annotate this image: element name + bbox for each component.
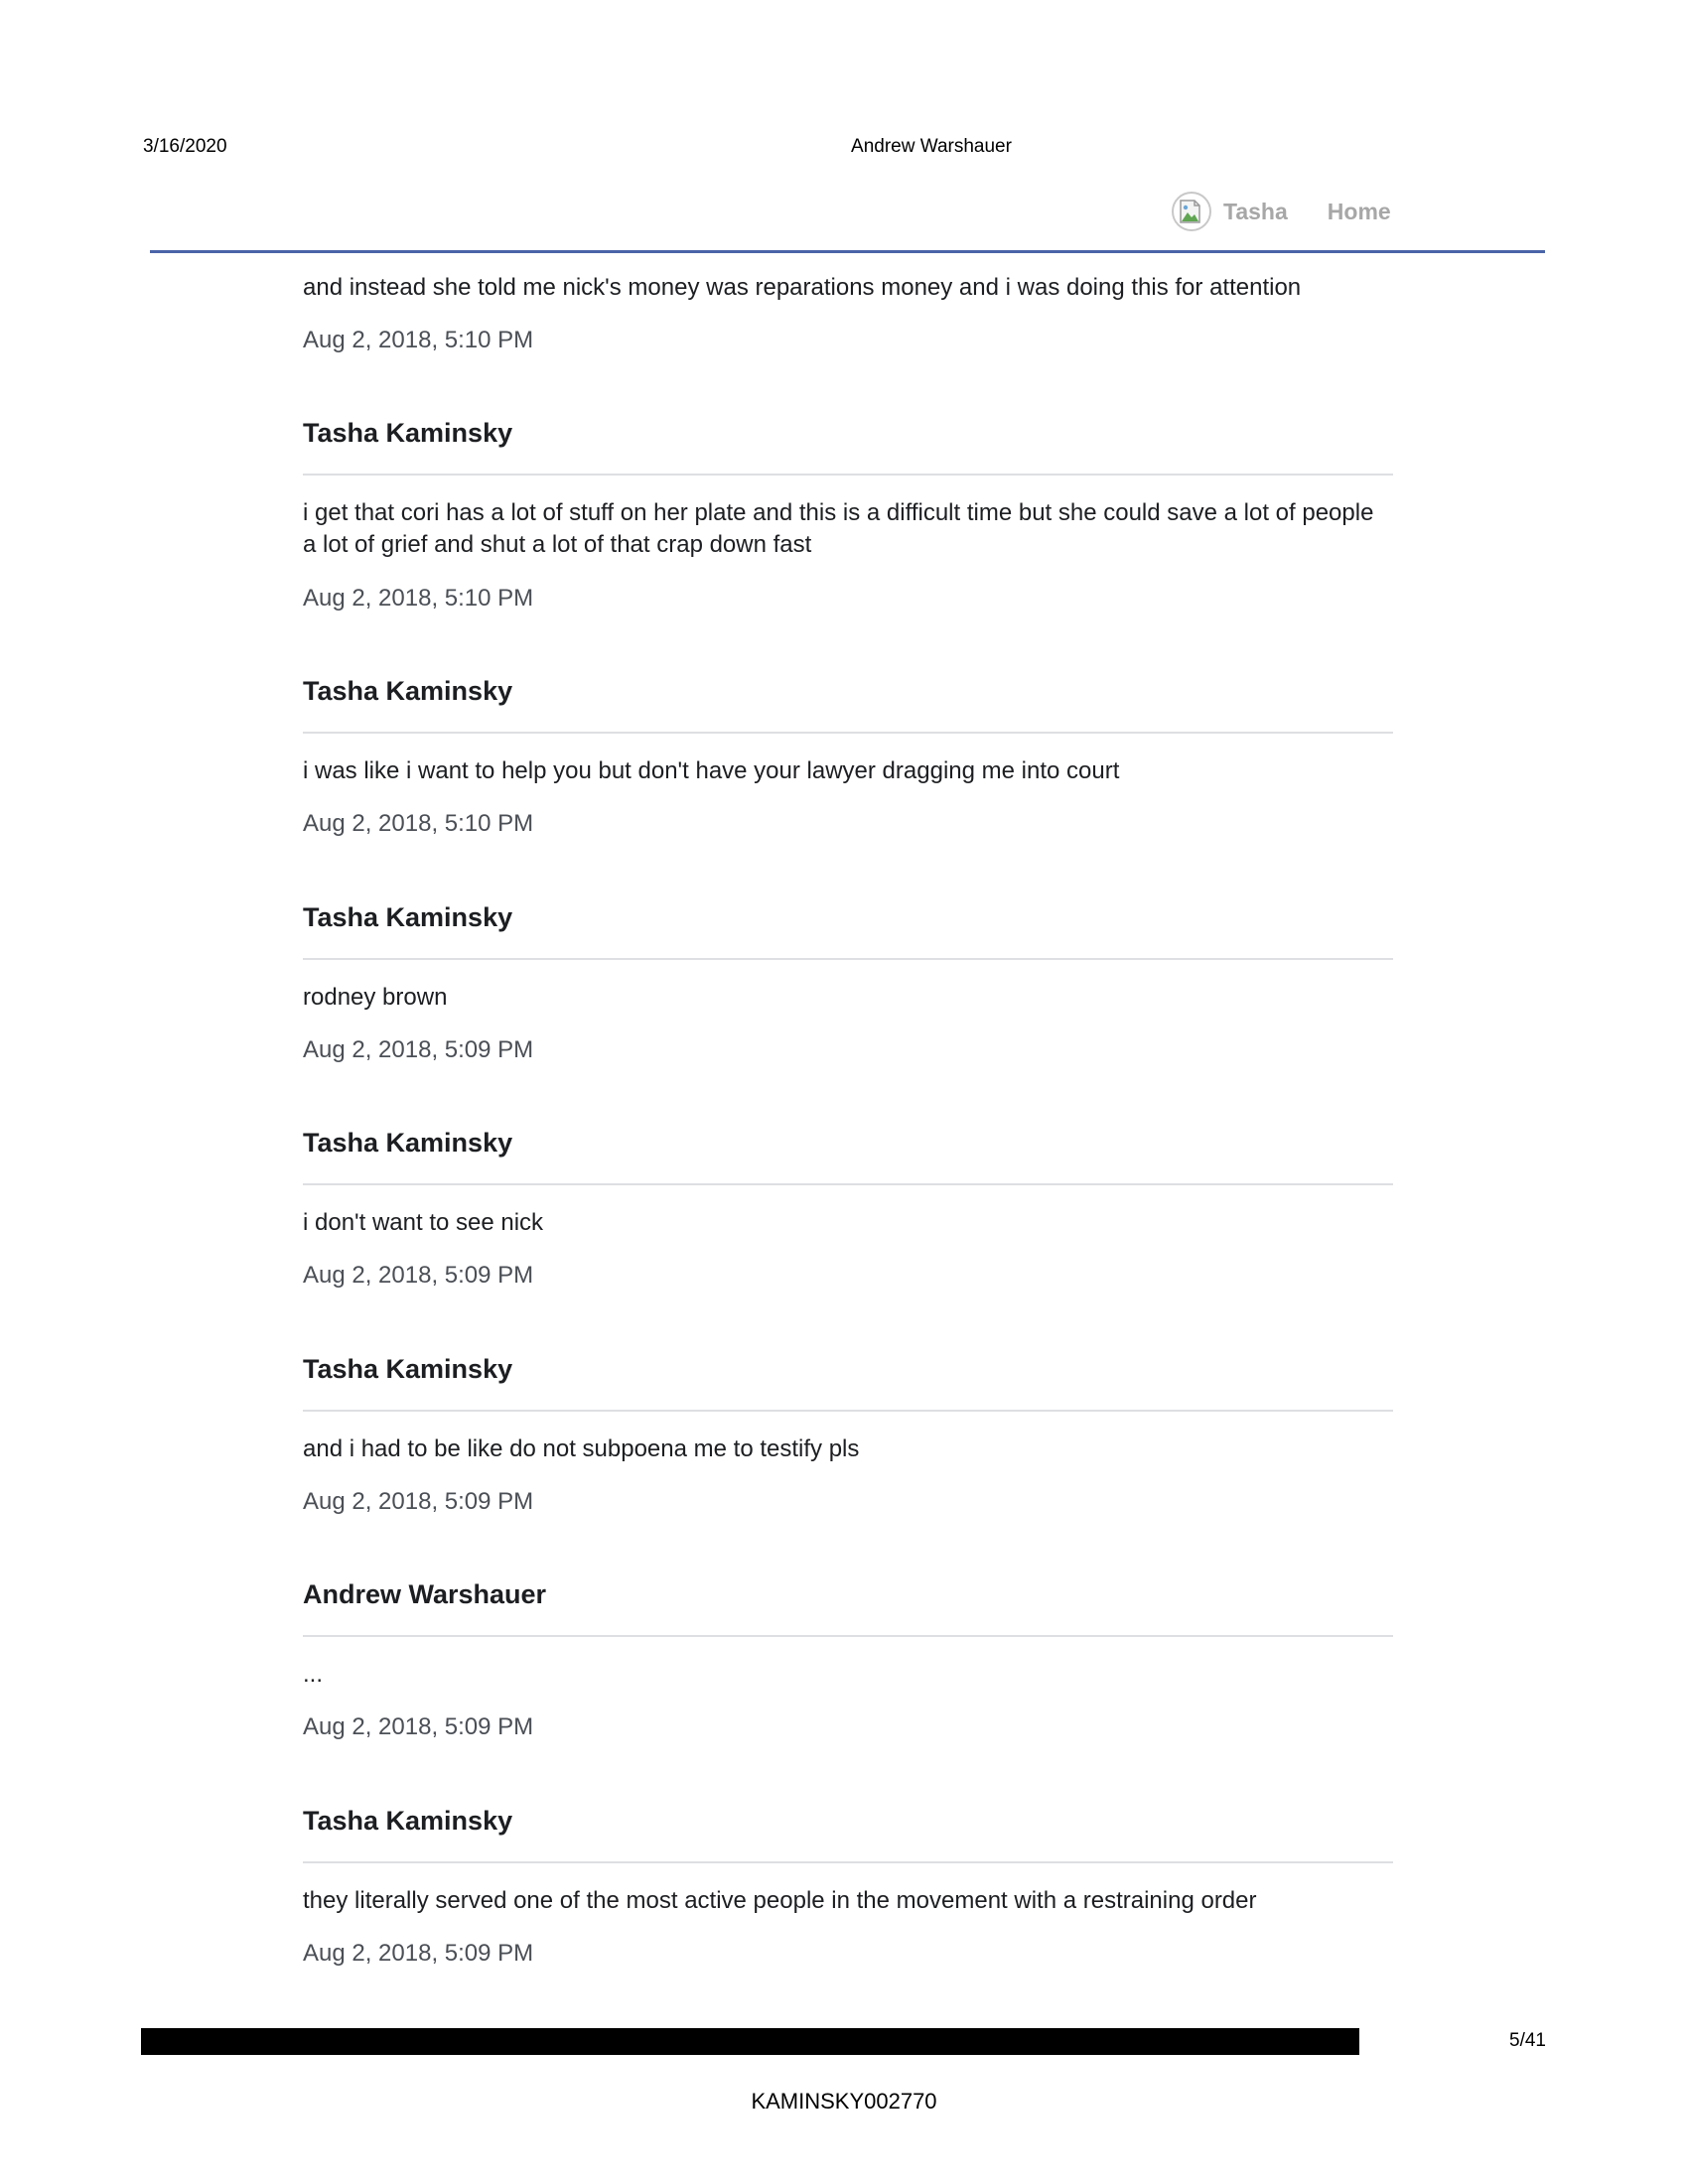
message-text: they literally served one of the most active people in the movement with a restraining order bbox=[303, 1887, 1257, 1914]
print-title: Andrew Warshauer bbox=[851, 136, 1012, 157]
message-text: and instead she told me nick's money was reparations money and i was doing this for attention bbox=[303, 274, 1302, 301]
message-sender: Tasha Kaminsky bbox=[303, 676, 513, 706]
redaction-bar bbox=[141, 2028, 1359, 2055]
broken-image-icon bbox=[1178, 198, 1205, 225]
message-sender: Tasha Kaminsky bbox=[303, 418, 513, 448]
message-sender: Tasha Kaminsky bbox=[303, 1806, 513, 1836]
message-text: i get that cori has a lot of stuff on her plate and this is a difficult time but she could save a lot of people a lot of grief and shut a lot of that crap down fast bbox=[303, 499, 1374, 558]
bates-number: KAMINSKY002770 bbox=[751, 2089, 937, 2114]
message-text: i don't want to see nick bbox=[303, 1209, 544, 1236]
message-timestamp: Aug 2, 2018, 5:09 PM bbox=[303, 1713, 534, 1740]
nav-user-link[interactable]: Tasha bbox=[1223, 198, 1288, 224]
message-text: ... bbox=[303, 1661, 324, 1688]
message-timestamp: Aug 2, 2018, 5:09 PM bbox=[303, 1488, 534, 1515]
sender-divider bbox=[303, 958, 1393, 960]
message-text: and i had to be like do not subpoena me to testify pls bbox=[303, 1435, 860, 1462]
page-number: 5/41 bbox=[1509, 2030, 1546, 2051]
message-timestamp: Aug 2, 2018, 5:10 PM bbox=[303, 810, 534, 837]
message-sender: Tasha Kaminsky bbox=[303, 1354, 513, 1384]
message-sender: Tasha Kaminsky bbox=[303, 1128, 513, 1158]
nav-home-link[interactable]: Home bbox=[1327, 198, 1391, 224]
message-timestamp: Aug 2, 2018, 5:09 PM bbox=[303, 1262, 534, 1289]
header-divider bbox=[150, 250, 1545, 253]
message-text: rodney brown bbox=[303, 984, 448, 1011]
sender-divider bbox=[303, 1861, 1393, 1863]
message-timestamp: Aug 2, 2018, 5:10 PM bbox=[303, 327, 534, 353]
message-timestamp: Aug 2, 2018, 5:09 PM bbox=[303, 1940, 534, 1967]
print-date: 3/16/2020 bbox=[143, 136, 227, 157]
message-sender: Tasha Kaminsky bbox=[303, 902, 513, 932]
sender-divider bbox=[303, 732, 1393, 734]
avatar[interactable] bbox=[1172, 192, 1211, 231]
message-sender: Andrew Warshauer bbox=[303, 1579, 547, 1609]
top-navigation bbox=[1172, 189, 1391, 234]
message-timestamp: Aug 2, 2018, 5:10 PM bbox=[303, 585, 534, 612]
sender-divider bbox=[303, 1410, 1393, 1412]
sender-divider bbox=[303, 1183, 1393, 1185]
sender-divider bbox=[303, 1635, 1393, 1637]
sender-divider bbox=[303, 474, 1393, 476]
message-text: i was like i want to help you but don't have your lawyer dragging me into court bbox=[303, 757, 1120, 784]
message-timestamp: Aug 2, 2018, 5:09 PM bbox=[303, 1036, 534, 1063]
